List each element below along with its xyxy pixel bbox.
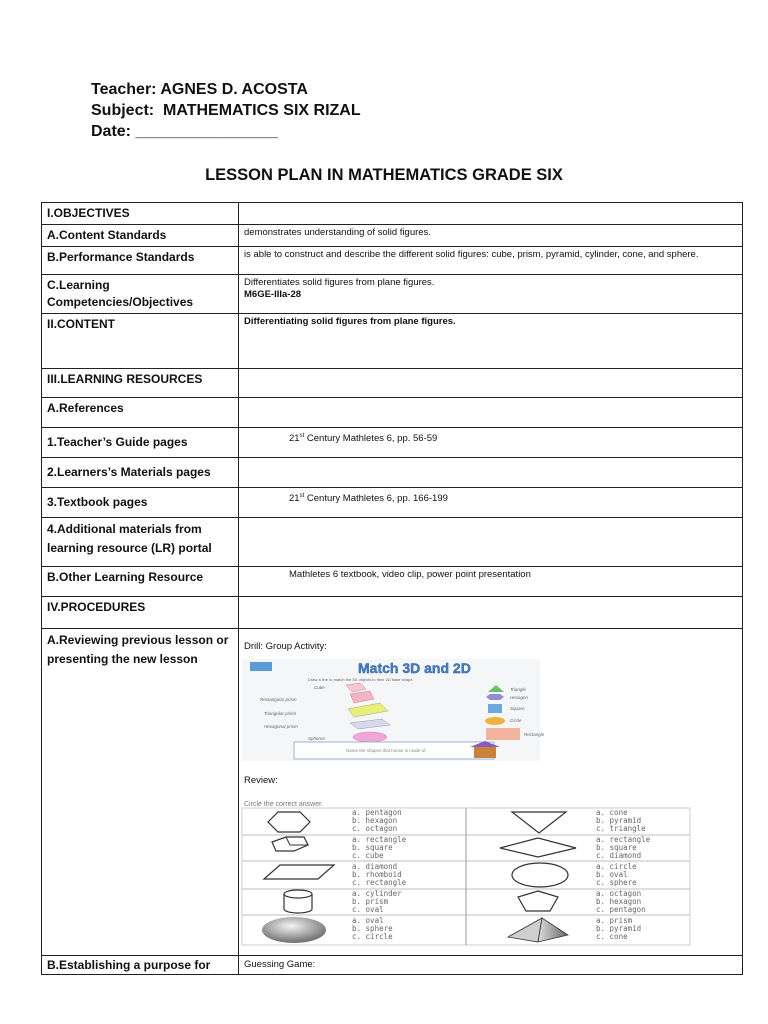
subject-line: Subject: MATHEMATICS SIX RIZAL xyxy=(91,102,361,119)
review-r4-r1: b. pyramid xyxy=(596,924,642,933)
table-row xyxy=(42,458,743,488)
match-right-0: Triangle xyxy=(510,687,526,692)
row-value xyxy=(239,369,743,398)
review-r1-l2: c. cube xyxy=(352,851,384,860)
row-label: IV.PROCEDURES xyxy=(42,597,239,629)
circle-shape xyxy=(485,717,505,725)
match-3d-2d-image xyxy=(242,659,737,765)
match-right-1: Hexagon xyxy=(510,695,529,700)
match-left-0: Cube xyxy=(314,685,325,690)
review-r4-l2: c. circle xyxy=(352,932,393,941)
table-row xyxy=(42,247,743,275)
row-label: A.Content Standards xyxy=(42,225,239,247)
row-value xyxy=(239,458,743,488)
document-header xyxy=(91,79,361,142)
match-right-4: Rectangle xyxy=(524,732,545,737)
review-r1-l1: b. square xyxy=(352,843,393,852)
match-bottom-text: Name the shapes that house is made of. xyxy=(346,748,427,753)
textbook-sup: st xyxy=(299,493,305,499)
review-r1-r1: b. square xyxy=(596,843,637,852)
row-label: 4.Additional materials from learning resource (LR) portal xyxy=(42,518,239,567)
row-value xyxy=(239,488,743,518)
review-r1-l0: a. rectangle xyxy=(352,835,407,844)
review-r0-l2: c. octagon xyxy=(352,824,398,833)
match-title: Match 3D and 2D xyxy=(358,660,471,676)
sphere-shape xyxy=(353,732,387,742)
row-value: Mathletes 6 textbook, video clip, power point presentation xyxy=(239,567,743,597)
textbook-prefix: 21 xyxy=(289,493,300,505)
row-label: 3.Textbook pages xyxy=(42,488,239,518)
row-value: Differentiating solid figures from plane figures. xyxy=(239,314,743,369)
teacher-line: Teacher: AGNES D. ACOSTA xyxy=(91,81,308,98)
review-r0-r2: c. triangle xyxy=(596,824,646,833)
review-r3-l2: c. oval xyxy=(352,905,384,914)
match-right-2: Square xyxy=(510,706,525,711)
row-value xyxy=(239,629,743,956)
table-row xyxy=(42,488,743,518)
row-label: C.Learning Competencies/Objectives xyxy=(42,275,239,314)
teachers-guide-prefix: 21 xyxy=(289,433,300,445)
review-r1-r0: a. rectangle xyxy=(596,835,651,844)
house-body-shape xyxy=(474,747,496,758)
table-row xyxy=(42,956,743,975)
review-r2-l2: c. rectangle xyxy=(352,878,407,887)
textbook-rest: Century Mathletes 6, pp. 166-199 xyxy=(304,493,448,505)
row-label: B.Establishing a purpose for xyxy=(42,956,239,975)
review-r3-l0: a. cylinder xyxy=(352,889,402,898)
review-r0-l1: b. hexagon xyxy=(352,816,398,825)
match-left-2: Triangular prism xyxy=(264,711,297,716)
row-label: B.Performance Standards xyxy=(42,247,239,275)
sphere-review-shape xyxy=(262,917,326,943)
competency-code: M6GE-IIIa-28 xyxy=(244,289,302,300)
square-shape xyxy=(488,704,502,713)
table-row xyxy=(42,225,743,247)
row-value xyxy=(239,518,743,567)
document-title: LESSON PLAN IN MATHEMATICS GRADE SIX xyxy=(205,166,563,184)
review-r4-l1: b. sphere xyxy=(352,924,393,933)
review-r2-r2: c. sphere xyxy=(596,878,637,887)
review-r3-r0: a. octagon xyxy=(596,889,642,898)
row-label: II.CONTENT xyxy=(42,314,239,369)
date-line: Date: ________________ xyxy=(91,123,278,140)
table-row xyxy=(42,428,743,458)
table-row xyxy=(42,275,743,314)
match-left-1: Rectangular prism xyxy=(260,697,297,702)
drill-label: Drill: Group Activity: xyxy=(244,641,327,652)
teachers-guide-sup: st xyxy=(299,433,305,439)
review-r3-r2: c. pentagon xyxy=(596,905,646,914)
table-row xyxy=(42,314,743,369)
table-row xyxy=(42,203,743,225)
review-r2-r0: a. circle xyxy=(596,862,637,871)
review-label: Review: xyxy=(244,775,278,786)
row-value xyxy=(239,597,743,629)
match-left-4: Spheres xyxy=(308,736,325,741)
review-image xyxy=(242,799,737,949)
review-r4-l0: a. oval xyxy=(352,916,384,925)
table-row xyxy=(42,369,743,398)
match-right-3: Circle xyxy=(510,718,522,723)
review-r4-r2: c. cone xyxy=(596,932,628,941)
review-r2-r1: b. oval xyxy=(596,870,628,879)
teachers-guide-rest: Century Mathletes 6, pp. 56-59 xyxy=(304,433,438,445)
table-row xyxy=(42,629,743,956)
row-value xyxy=(239,275,743,314)
match-left-3: Hexagonal prism xyxy=(264,724,298,729)
row-label: A.References xyxy=(42,398,239,428)
table-row xyxy=(42,518,743,567)
row-label: 1.Teacher’s Guide pages xyxy=(42,428,239,458)
row-value: is able to construct and describe the different solid figures: cube, prism, pyramid, cylinder, cone, and sphere. xyxy=(239,247,743,275)
review-r0-r1: b. pyramid xyxy=(596,816,642,825)
table-row xyxy=(42,398,743,428)
review-r1-r2: c. diamond xyxy=(596,851,642,860)
row-value: Guessing Game: xyxy=(239,956,743,975)
row-label: III.LEARNING RESOURCES xyxy=(42,369,239,398)
row-label: A.Reviewing previous lesson or presenting the new lesson xyxy=(42,629,239,956)
table-row xyxy=(42,567,743,597)
review-instruction: Circle the correct answer. xyxy=(244,801,323,808)
row-value xyxy=(239,428,743,458)
review-r3-l1: b. prism xyxy=(352,897,389,906)
match-instruction: Draw a line to match the 3D objects to their 2D base shape. xyxy=(308,677,414,682)
rectangle-shape xyxy=(486,728,520,740)
row-value xyxy=(239,398,743,428)
review-r4-r0: a. prism xyxy=(596,916,633,925)
review-r0-r0: a. cone xyxy=(596,808,628,817)
review-r2-l1: b. rhomboid xyxy=(352,870,402,879)
lesson-plan-table xyxy=(41,202,743,975)
row-value xyxy=(239,203,743,225)
review-r3-r1: b. hexagon xyxy=(596,897,642,906)
row-label: 2.Learners’s Materials pages xyxy=(42,458,239,488)
table-row xyxy=(42,597,743,629)
row-label: B.Other Learning Resource xyxy=(42,567,239,597)
review-r0-l0: a. pentagon xyxy=(352,808,402,817)
row-label: I.OBJECTIVES xyxy=(42,203,239,225)
review-r2-l0: a. diamond xyxy=(352,862,398,871)
competency-text: Differentiates solid figures from plane figures. xyxy=(244,277,435,288)
row-value: demonstrates understanding of solid figures. xyxy=(239,225,743,247)
